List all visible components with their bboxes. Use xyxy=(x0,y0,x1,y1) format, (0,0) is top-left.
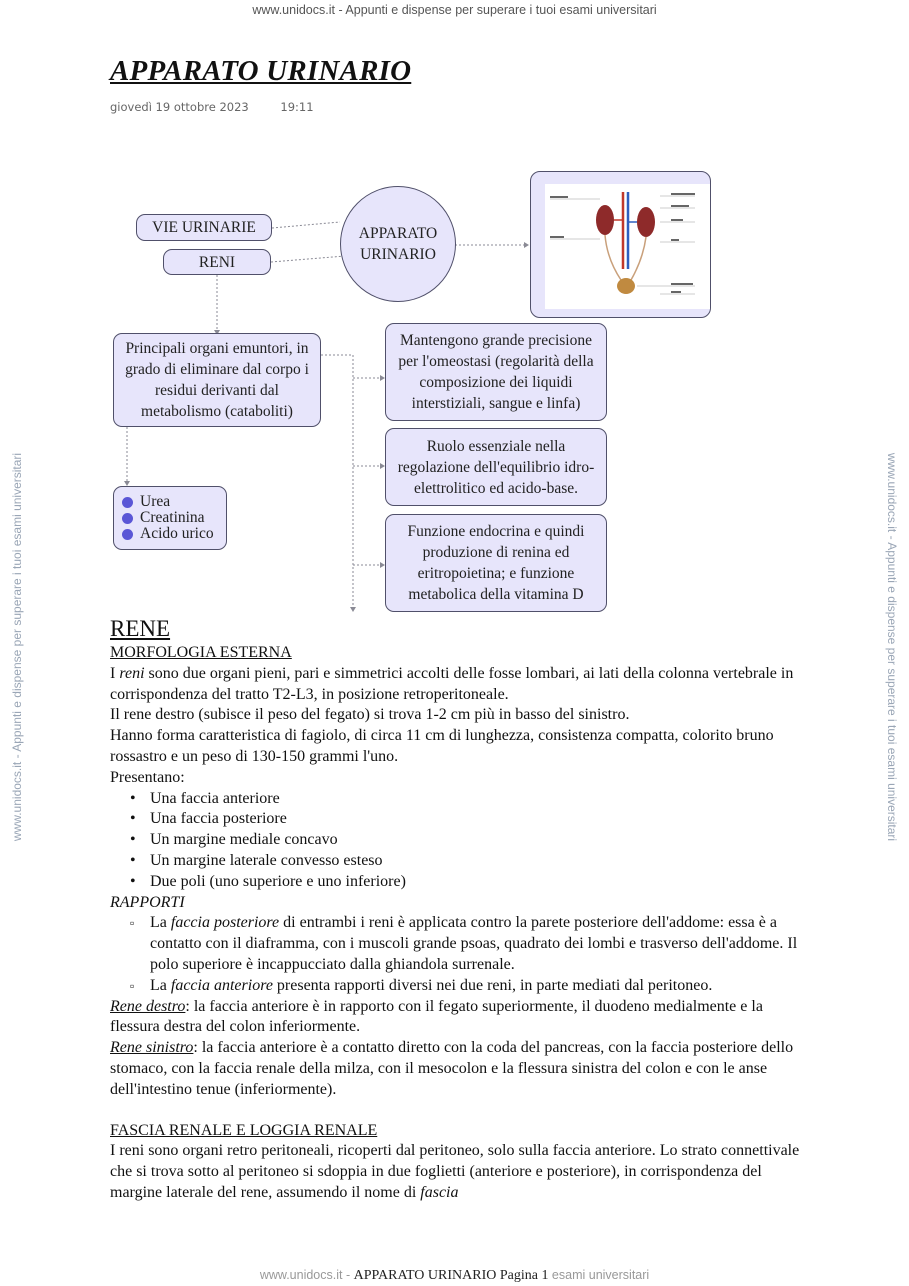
funzione-endocrina-text: Funzione endocrina e quindi produzione di renina ed eritropoietina; e funzione metabolica della vitamina D xyxy=(407,523,585,603)
paragraph-rene-sinistro-rapporti: Rene sinistro: la faccia anteriore è a contatto diretto con la coda del pancreas, con la faccia posteriore dello stomaco, con la faccia renale della milza, con il mesocolon e la flessura sinistra del colon e con le anse dell'intestino tenue (inferiormente). xyxy=(110,1039,794,1098)
vie-urinarie-label: VIE URINARIE xyxy=(152,219,256,236)
page-time: 19:11 xyxy=(280,100,314,114)
urinary-anatomy-image xyxy=(545,184,710,309)
organi-emuntori-box xyxy=(113,333,321,427)
funzione-omeostasi-box xyxy=(385,323,607,421)
presentano-list xyxy=(110,789,810,893)
funzione-equilibrio-box xyxy=(385,428,607,506)
rapporti-list xyxy=(110,913,810,996)
cataboliti-list xyxy=(114,494,214,542)
paragraph-reni: I reni sono due organi pieni, pari e simmetrici accolti delle fosse lombari, ai lati della colonna vertebrale in corrispondenza del tratto T2-L3, in posizione retroperitoneale. xyxy=(110,664,794,703)
section-title-rene: RENE xyxy=(110,616,171,641)
funzione-endocrina-box xyxy=(385,514,607,612)
page-date: giovedì 19 ottobre 2023 xyxy=(110,100,249,114)
watermark-left: www.unidocs.it - Appunti e dispense per superare i tuoi esami universitari xyxy=(10,452,24,842)
section-title-fascia: FASCIA RENALE E LOGGIA RENALE xyxy=(110,1121,378,1139)
page-title: APPARATO URINARIO xyxy=(110,55,412,87)
list-item: Urea xyxy=(120,494,214,510)
footer-page-label: APPARATO URINARIO Pagina 1 xyxy=(353,1268,549,1283)
vie-urinarie-box xyxy=(136,214,272,241)
funzione-omeostasi-text: Mantengono grande precisione per l'omeostasi (regolarità della composizione dei liquidi interstiziali, sangue e linfa) xyxy=(398,332,594,412)
section-title-morfologia: MORFOLOGIA ESTERNA xyxy=(110,644,292,661)
organi-emuntori-text: Principali organi emuntori, in grado di eliminare dal corpo i residui derivanti dal metabolismo (cataboliti) xyxy=(125,340,309,420)
reni-label: RENI xyxy=(198,253,236,271)
rapporti-label: RAPPORTI xyxy=(110,893,185,911)
page-footer xyxy=(0,1268,909,1284)
footer-watermark-right: esami universitari xyxy=(548,1268,650,1282)
paragraph-rene-destro: Il rene destro (subisce il peso del fegato) si trova 1-2 cm più in basso del sinistro. xyxy=(110,706,630,724)
paragraph-fascia: I reni sono organi retro peritoneali, ricoperti dal peritoneo, solo sulla faccia anteriore. Lo strato connettivale che si trova sotto al peritoneo si sdoppia in due foglietti (anteriore e posteriore), in corrispondenza del margine laterale del rene, assumendo il nome di fascia xyxy=(110,1142,800,1201)
paragraph-forma: Hanno forma caratteristica di fagiolo, di circa 11 cm di lunghezza, consistenza compatta, colorito bruno rossastro e un peso di 130-150 grammi l'uno. xyxy=(110,727,774,765)
main-content xyxy=(110,615,810,1204)
paragraph-rene-destro-rapporti: Rene destro: la faccia anteriore è in rapporto con il fegato superiormente, il duodeno medialmente e la flessura destra del colon inferiormente. xyxy=(110,997,763,1036)
list-item: • Un margine mediale concavo xyxy=(150,830,810,851)
list-item: • Due poli (uno superiore e uno inferiore) xyxy=(150,872,810,893)
cataboliti-box xyxy=(113,486,227,550)
list-item: ▫ La faccia posteriore di entrambi i reni è applicata contro la parete posteriore dell'addome: essa è a contatto con il diaframma, con i muscoli grande psoas, quadrato dei lombi e trasverso dell'addome. Il polo superiore è incappucciato dalla ghiandola surrenale. xyxy=(150,913,810,975)
list-item: • Una faccia anteriore xyxy=(150,789,810,810)
list-item: Acido urico xyxy=(120,526,214,542)
apparato-urinario-label: APPARATO URINARIO xyxy=(358,225,438,263)
presentano-label: Presentano: xyxy=(110,768,185,786)
anatomy-image-box xyxy=(530,171,711,318)
connector-vie xyxy=(272,222,340,228)
reni-box xyxy=(163,249,271,275)
list-item: ▫ La faccia anteriore presenta rapporti diversi nei due reni, in parte mediati dal peritoneo. xyxy=(150,976,810,997)
list-item: • Una faccia posteriore xyxy=(150,809,810,830)
watermark-right: www.unidocs.it - Appunti e dispense per superare i tuoi esami universitari xyxy=(885,452,899,842)
list-item: • Un margine laterale convesso esteso xyxy=(150,851,810,872)
watermark-top: www.unidocs.it - Appunti e dispense per superare i tuoi esami universitari xyxy=(252,3,657,17)
list-item: Creatinina xyxy=(120,510,214,526)
footer-watermark-left: www.unidocs.it - xyxy=(259,1268,354,1282)
apparato-urinario-circle xyxy=(340,186,456,302)
connector-reni xyxy=(271,256,345,262)
funzione-equilibrio-text: Ruolo essenziale nella regolazione dell'equilibrio idro-elettrolitico ed acido-base. xyxy=(397,437,595,497)
